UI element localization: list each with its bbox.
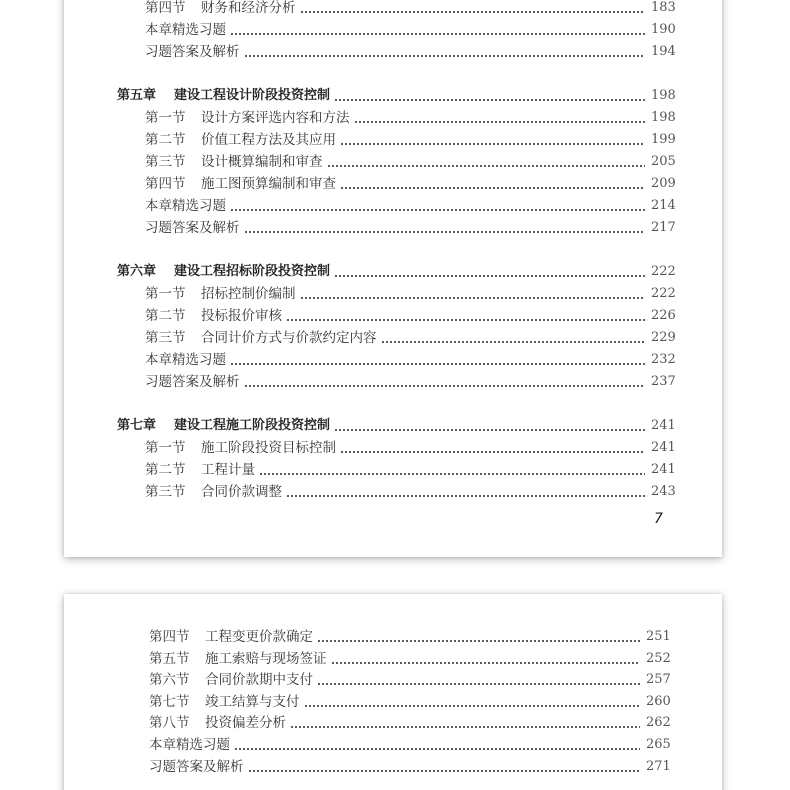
dot-leader (300, 0, 646, 19)
entry-title: 施工图预算编制和审查 (201, 176, 336, 192)
page-number: 222 (651, 264, 676, 279)
entry-title: 习题答案及解析 (145, 374, 240, 390)
dot-leader (340, 173, 645, 195)
dot-leader (327, 151, 646, 173)
entry-title: 投资偏差分析 (205, 715, 286, 731)
page-number: 222 (651, 286, 676, 301)
entry-title: 施工索赔与现场签证 (205, 651, 327, 667)
entry-title: 招标控制价编制 (201, 286, 296, 302)
entry-title: 投标报价审核 (201, 308, 282, 324)
entry-title: 合同价款期中支付 (205, 672, 313, 688)
section-number: 第四节 (149, 629, 190, 645)
section-number: 第七节 (149, 694, 190, 710)
section-number: 第六节 (149, 672, 190, 688)
page-number: 232 (651, 352, 676, 367)
chapter-title: 建设工程招标阶段投资控制 (174, 264, 331, 279)
dot-leader (244, 41, 646, 63)
dot-leader (304, 691, 641, 713)
toc-entry[interactable] (145, 371, 676, 393)
toc-entry[interactable] (145, 129, 676, 151)
toc-entry[interactable] (149, 669, 671, 691)
section-number: 第二节 (145, 132, 186, 148)
toc-entry[interactable] (145, 327, 676, 349)
section-number: 第四节 (145, 176, 186, 192)
page-number: 241 (651, 462, 676, 477)
toc-entry[interactable] (145, 0, 676, 19)
section-number: 第五节 (149, 651, 190, 667)
page-number: 214 (651, 198, 676, 213)
dot-leader (381, 327, 646, 349)
dot-leader (290, 712, 640, 734)
entry-title: 本章精选习题 (145, 352, 226, 368)
entry-title: 本章精选习题 (149, 737, 230, 753)
section-number: 第二节 (145, 308, 186, 324)
page-number: 271 (646, 759, 671, 774)
toc-entry[interactable] (149, 734, 671, 756)
toc-page-1 (64, 0, 722, 557)
toc-page-2 (64, 594, 722, 790)
entry-title: 习题答案及解析 (145, 220, 240, 236)
page-number: 251 (646, 629, 671, 644)
toc-entry[interactable] (145, 107, 676, 129)
entry-title: 财务和经济分析 (201, 0, 296, 16)
toc-entry[interactable] (145, 305, 676, 327)
page-number: 205 (651, 154, 676, 169)
toc-entry[interactable] (145, 217, 676, 239)
dot-leader (331, 648, 641, 670)
entry-title: 设计概算编制和审查 (201, 154, 323, 170)
page-number: 265 (646, 737, 671, 752)
entry-title: 合同价款调整 (201, 484, 282, 500)
dot-leader (300, 283, 646, 305)
page-number: 237 (651, 374, 676, 389)
chapter-title: 建设工程设计阶段投资控制 (174, 88, 331, 103)
dot-leader (317, 626, 640, 648)
entry-title: 工程计量 (201, 462, 255, 478)
toc-entry[interactable] (145, 151, 676, 173)
toc-entry[interactable] (145, 437, 676, 459)
page-number: 226 (651, 308, 676, 323)
dot-leader (259, 459, 645, 481)
toc-entry[interactable] (145, 195, 676, 217)
toc-entry[interactable] (149, 648, 671, 670)
toc-entry[interactable] (145, 41, 676, 63)
dot-leader (244, 217, 646, 239)
entry-title: 本章精选习题 (145, 22, 226, 38)
toc-entry[interactable] (145, 19, 676, 41)
dot-leader (286, 481, 645, 503)
chapter-title: 建设工程施工阶段投资控制 (174, 418, 331, 433)
entry-title: 合同计价方式与价款约定内容 (201, 330, 377, 346)
dot-leader (334, 85, 645, 107)
dot-leader (230, 19, 645, 41)
page-number: 252 (646, 651, 671, 666)
page-number: 198 (651, 110, 676, 125)
toc-entry[interactable] (145, 349, 676, 371)
section-number: 第二节 (145, 462, 186, 478)
page-number: 243 (651, 484, 676, 499)
toc-entry[interactable] (145, 481, 676, 503)
dot-leader (230, 195, 645, 217)
dot-leader (244, 371, 646, 393)
entry-title: 习题答案及解析 (149, 759, 244, 775)
toc-chapter-entry[interactable] (117, 415, 676, 437)
page-number: 229 (651, 330, 676, 345)
page-number: 190 (651, 22, 676, 37)
dot-leader (354, 107, 646, 129)
page-number: 183 (651, 0, 676, 15)
section-number: 第八节 (149, 715, 190, 731)
chapter-number: 第六章 (117, 264, 157, 279)
chapter-number: 第五章 (117, 88, 157, 103)
page-number: 257 (646, 672, 671, 687)
page-number: 260 (646, 694, 671, 709)
toc-chapter-entry[interactable] (117, 261, 676, 283)
page-number: 209 (651, 176, 676, 191)
entry-title: 竣工结算与支付 (205, 694, 300, 710)
toc-entry[interactable] (145, 459, 676, 481)
dot-leader (248, 756, 641, 778)
section-number: 第一节 (145, 440, 186, 456)
section-number: 第一节 (145, 286, 186, 302)
page-number: 241 (651, 440, 676, 455)
entry-title: 设计方案评选内容和方法 (201, 110, 350, 126)
chapter-number: 第七章 (117, 418, 157, 433)
page-number: 194 (651, 44, 676, 59)
toc-entry[interactable] (149, 712, 671, 734)
dot-leader (340, 129, 645, 151)
dot-leader (334, 261, 645, 283)
page-folio-number: 7 (654, 511, 663, 527)
section-number: 第三节 (145, 330, 186, 346)
page-number: 217 (651, 220, 676, 235)
page-number: 198 (651, 88, 676, 103)
entry-title: 本章精选习题 (145, 198, 226, 214)
dot-leader (334, 415, 645, 437)
page-number: 262 (646, 715, 671, 730)
dot-leader (234, 734, 640, 756)
dot-leader (230, 349, 645, 371)
toc-entry[interactable] (145, 283, 676, 305)
section-number: 第四节 (145, 0, 186, 16)
toc-entry[interactable] (149, 756, 671, 778)
toc-entry[interactable] (149, 691, 671, 713)
entry-title: 习题答案及解析 (145, 44, 240, 60)
dot-leader (317, 669, 640, 691)
entry-title: 施工阶段投资目标控制 (201, 440, 336, 456)
section-number: 第三节 (145, 484, 186, 500)
section-number: 第三节 (145, 154, 186, 170)
entry-title: 价值工程方法及其应用 (201, 132, 336, 148)
dot-leader (286, 305, 645, 327)
page-number: 199 (651, 132, 676, 147)
toc-entry[interactable] (145, 173, 676, 195)
page-number: 241 (651, 418, 676, 433)
toc-entry[interactable] (149, 626, 671, 648)
toc-chapter-entry[interactable] (117, 85, 676, 107)
dot-leader (340, 437, 645, 459)
entry-title: 工程变更价款确定 (205, 629, 313, 645)
section-number: 第一节 (145, 110, 186, 126)
